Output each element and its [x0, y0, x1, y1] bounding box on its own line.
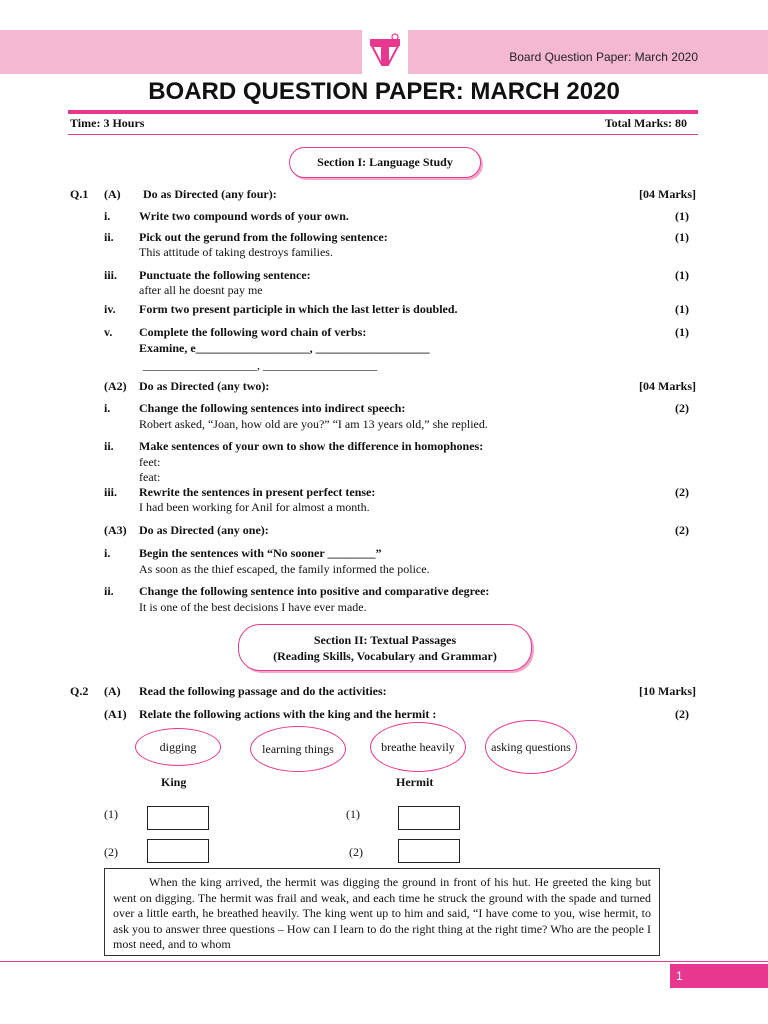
q2-a-instruction: Read the following passage and do the activities:: [139, 684, 387, 698]
question-number: i.: [104, 546, 111, 560]
question-sentence: This attitude of taking destroys families.: [139, 245, 333, 259]
section-2-heading: [238, 624, 532, 671]
q2-a1-marks: (2): [675, 707, 689, 721]
question-text: Form two present participle in which the last letter is doubled.: [139, 302, 458, 316]
q2-a-label: (A): [104, 684, 121, 698]
question-sentence: As soon as the thief escaped, the family informed the police.: [139, 562, 430, 576]
q2-a1-instruction: Relate the following actions with the king and the hermit :: [139, 707, 437, 721]
q1-a2-marks: [04 Marks]: [639, 379, 696, 393]
q1-a3-label: (A3): [104, 523, 127, 537]
question-number: iv.: [104, 302, 116, 316]
question-text: Write two compound words of your own.: [139, 209, 349, 223]
question-text: Change the following sentences into indirect speech:: [139, 401, 406, 415]
section-2-title: Section II: Textual Passages: [313, 632, 457, 647]
answer-row-label: (2): [349, 845, 363, 859]
section-1-heading: Section I: Language Study: [289, 147, 481, 178]
question-text: Pick out the gerund from the following sentence:: [139, 230, 388, 244]
question-number: ii.: [104, 439, 114, 453]
page-number: 1: [670, 964, 768, 988]
question-number: v.: [104, 325, 113, 339]
meta-divider: [68, 134, 698, 135]
action-oval: digging: [135, 728, 221, 766]
question-marks: (2): [675, 485, 689, 499]
question-number: i.: [104, 401, 111, 415]
question-marks: (1): [675, 325, 689, 339]
question-sentence: It is one of the best decisions I have ever made.: [139, 600, 367, 614]
action-oval: asking questions: [485, 720, 577, 774]
footer-divider: [0, 961, 768, 962]
q1-a3-instruction: Do as Directed (any one):: [139, 523, 269, 537]
q1-a2-label: (A2): [104, 379, 127, 393]
action-oval: breathe heavily: [370, 722, 466, 772]
question-marks: (2): [675, 401, 689, 415]
question-text: Rewrite the sentences in present perfect tense:: [139, 485, 376, 499]
question-text: Make sentences of your own to show the difference in homophones:: [139, 439, 484, 453]
question-text: Begin the sentences with “No sooner ________”: [139, 546, 382, 560]
question-sentence: Robert asked, “Joan, how old are you?” “I am 13 years old,” she replied.: [139, 417, 488, 431]
q1-a-marks: [04 Marks]: [639, 187, 696, 201]
page-title: BOARD QUESTION PAPER: MARCH 2020: [148, 78, 620, 105]
answer-row-label: (2): [104, 845, 118, 859]
question-marks: (1): [675, 230, 689, 244]
hermit-answer-box-2[interactable]: [398, 839, 460, 863]
action-oval: learning things: [250, 726, 346, 772]
section-2-subtitle: (Reading Skills, Vocabulary and Grammar): [273, 648, 497, 663]
king-answer-box-1[interactable]: [147, 806, 209, 830]
hermit-column-label: Hermit: [396, 775, 434, 789]
question-number: ii.: [104, 584, 114, 598]
publisher-logo: [362, 29, 408, 75]
hermit-answer-box-1[interactable]: [398, 806, 460, 830]
homophone-word: feet:: [139, 455, 161, 469]
question-text: Complete the following word chain of verbs:: [139, 325, 367, 339]
q2-number: Q.2: [70, 684, 89, 698]
question-text: Punctuate the following sentence:: [139, 268, 311, 282]
question-number: iii.: [104, 485, 118, 499]
king-answer-box-2[interactable]: [147, 839, 209, 863]
q2-a-marks: [10 Marks]: [639, 684, 696, 698]
q1-a2-instruction: Do as Directed (any two):: [139, 379, 270, 393]
question-number: ii.: [104, 230, 114, 244]
q1-a-instruction: Do as Directed (any four):: [143, 187, 277, 201]
q2-a1-label: (A1): [104, 707, 127, 721]
answer-row-label: (1): [104, 807, 118, 821]
homophone-word: feat:: [139, 470, 161, 484]
reading-passage: When the king arrived, the hermit was digging the ground in front of his hut. He greeted the king but went on digging. The hermit was frail and weak, and each time he struck the ground with the spade and turned over a little earth, he breathed heavily. The king went up to him and said, “I have come to you, wise hermit, to ask you to answer three questions – How can I learn to do the right thing at the right time? Who are the people I most need, and to whom: [104, 868, 660, 956]
question-marks: (1): [675, 302, 689, 316]
answer-row-label: (1): [346, 807, 360, 821]
q1-a-label: (A): [104, 187, 121, 201]
word-chain-line-2: ___________________, ___________________: [143, 358, 377, 372]
question-sentence: I had been working for Anil for almost a month.: [139, 500, 370, 514]
total-marks-label: Total Marks: 80: [604, 116, 687, 130]
title-divider: [68, 110, 698, 114]
question-marks: (1): [675, 268, 689, 282]
word-chain-line-1: Examine, e___________________, ___________________: [139, 341, 430, 355]
time-label: Time: 3 Hours: [70, 116, 145, 130]
header-running-title: Board Question Paper: March 2020: [509, 50, 698, 64]
q1-a3-marks: (2): [675, 523, 689, 537]
question-text: Change the following sentence into positive and comparative degree:: [139, 584, 490, 598]
question-number: i.: [104, 209, 111, 223]
question-marks: (1): [675, 209, 689, 223]
king-column-label: King: [161, 775, 187, 789]
question-number: iii.: [104, 268, 118, 282]
q1-number: Q.1: [70, 187, 89, 201]
question-sentence: after all he doesnt pay me: [139, 283, 263, 297]
